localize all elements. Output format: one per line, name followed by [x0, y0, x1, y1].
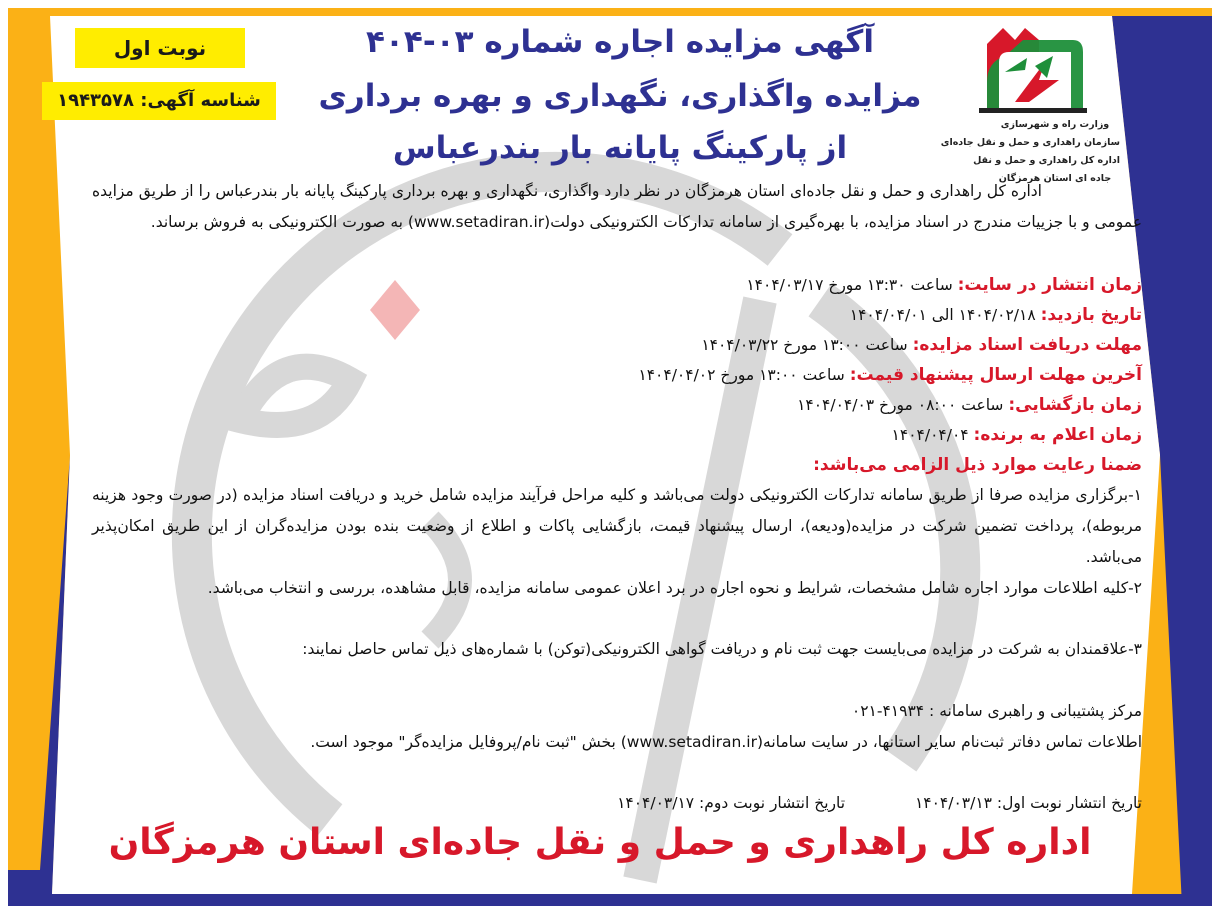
date-value: ساعت ۱۳:۳۰ مورخ ۱۴۰۴/۰۳/۱۷	[746, 276, 958, 294]
requirement-item-1: ۱-برگزاری مزایده صرفا از طریق سامانه تدارکات الکترونیکی دولت می‌باشد و کلیه مراحل فرآیند مزایده شامل خرید و دریافت اسناد مزایده (در صورت وجود هزینه مربوطه)، پرداخت تضمین شرکت در مزایده(ودیعه)، ارسال پیشنهاد قیمت، بازگشایی پاکات و اطلاع از وضعیت بنده بودن مزایده‌گران از این طریق امکان‌پذیر می‌باشد.	[92, 486, 1142, 566]
title-line-2: مزایده واگذاری، نگهداری و بهره برداری	[318, 78, 922, 114]
date-label: زمان بازگشایی:	[1008, 395, 1142, 415]
date-winner	[300, 420, 1142, 450]
support-center: مرکز پشتیبانی و راهبری سامانه : ۴۱۹۳۴-۰۲۱	[851, 702, 1142, 720]
rahdari-logo-icon	[975, 22, 1090, 114]
date-value: ساعت ۰۸:۰۰ مورخ ۱۴۰۴/۰۴/۰۳	[797, 396, 1009, 414]
date-label: تاریخ بازدید:	[1040, 305, 1142, 325]
publish-first: تاریخ انتشار نوبت اول: ۱۴۰۴/۰۳/۱۳	[914, 794, 1142, 812]
date-label: زمان انتشار در سایت:	[957, 275, 1142, 295]
publish-dates	[300, 788, 1142, 818]
date-value: ۱۴۰۴/۰۲/۱۸ الی ۱۴۰۴/۰۴/۰۱	[849, 306, 1041, 324]
date-value: ساعت ۱۳:۰۰ مورخ ۱۴۰۴/۰۳/۲۲	[701, 336, 913, 354]
ad-id-badge: شناسه آگهی: ۱۹۴۳۵۷۸	[42, 82, 276, 120]
requirements-heading-text: ضمنا رعایت موارد ذیل الزامی می‌باشد:	[813, 455, 1142, 475]
publish-second: تاریخ انتشار نوبت دوم: ۱۴۰۴/۰۳/۱۷	[617, 794, 846, 812]
date-label: مهلت دریافت اسناد مزایده:	[912, 335, 1142, 355]
date-opening	[300, 390, 1142, 420]
date-value: ۱۴۰۴/۰۴/۰۴	[891, 426, 974, 444]
org-line-1: وزارت راه و شهرسازی	[1000, 119, 1110, 130]
contact-info: اطلاعات تماس دفاتر ثبت‌نام سایر استانها، در سایت سامانه(www.setadiran.ir) بخش "ثبت نام/پروفایل مزایده‌گر" موجود است.	[310, 733, 1142, 751]
title-line-3: از پارکینگ پایانه بار بندرعباس	[392, 130, 848, 166]
org-line-3: اداره کل راهداری و حمل و نقل	[973, 155, 1120, 166]
date-label: زمان اعلام به برنده:	[973, 425, 1142, 445]
date-value: ساعت ۱۳:۰۰ مورخ ۱۴۰۴/۰۴/۰۲	[638, 366, 850, 384]
org-line-2: سازمان راهداری و حمل و نقل جاده‌ای	[940, 137, 1120, 148]
requirements-heading	[300, 450, 1142, 480]
requirement-item-2: ۲-کلیه اطلاعات موارد اجاره شامل مشخصات، شرایط و نحوه اجاره در برد اعلان عمومی سامانه مزایده، قابل مشاهده، بررسی و انتخاب می‌باشد.	[207, 579, 1142, 597]
org-line-4: جاده ای استان هرمزگان	[998, 173, 1112, 184]
date-bid-deadline	[300, 360, 1142, 390]
date-docs-deadline	[300, 330, 1142, 360]
requirement-item-3: ۳-علاقمندان به شرکت در مزایده می‌بایست جهت ثبت نام و دریافت گواهی الکترونیکی(توکن) با شماره‌های ذیل تماس حاصل نمایند:	[302, 640, 1142, 658]
footer-organization: اداره کل راهداری و حمل و نقل جاده‌ای استان هرمزگان	[108, 822, 1092, 863]
title-line-1: آگهی مزایده اجاره شماره ۰۳-۴۰۴	[366, 24, 874, 60]
round-badge: نوبت اول	[75, 28, 245, 68]
date-label: آخرین مهلت ارسال پیشنهاد قیمت:	[849, 365, 1142, 385]
date-published	[300, 270, 1142, 300]
date-visit	[300, 300, 1142, 330]
intro-paragraph: اداره کل راهداری و حمل و نقل جاده‌ای استان هرمزگان در نظر دارد واگذاری، نگهداری و بهره برداری پارکینگ پایانه بار بندرعباس را از طریق مزایده عمومی و با جزییات مندرج در اسناد مزایده، با بهره‌گیری از سامانه تدارکات الکترونیکی دولت(www.setadiran.ir) به صورت الکترونیکی به فروش برساند.	[92, 182, 1142, 231]
